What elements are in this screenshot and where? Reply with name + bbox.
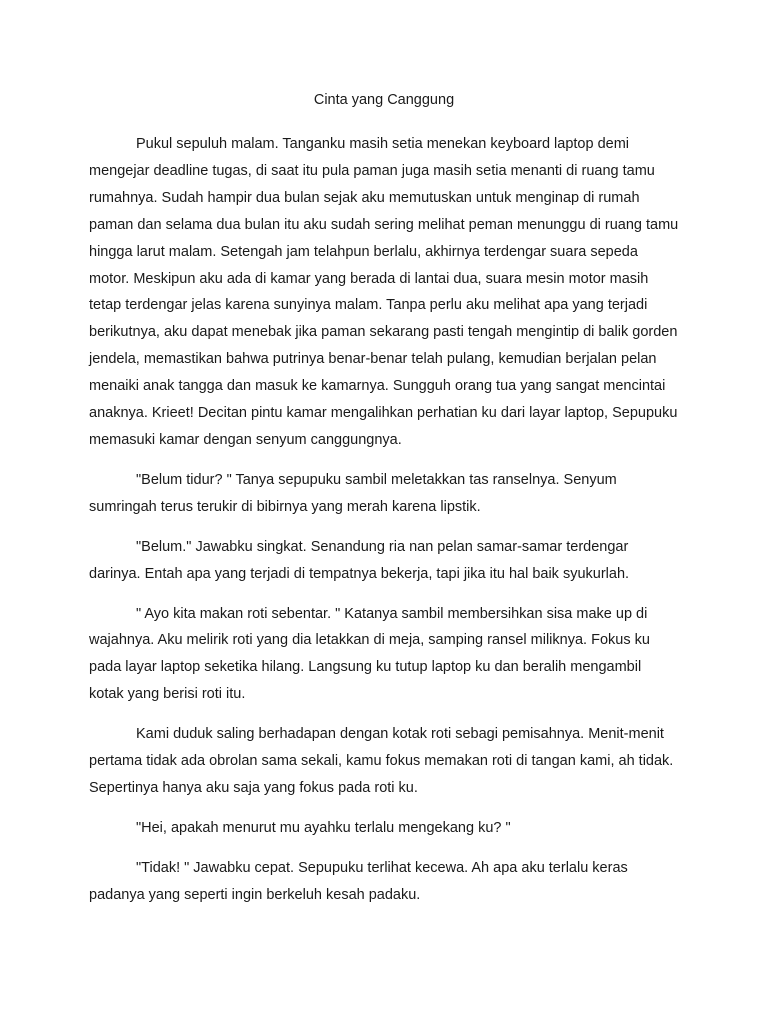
document-body [89,131,679,922]
document-title: Cinta yang Canggung [313,92,455,108]
paragraph: Kami duduk saling berhadapan dengan kotak roti sebagi pemisahnya. Menit-menit pertama tidak ada obrolan sama sekali, kamu fokus memakan roti di tangan kami, ah tidak. Sepertinya hanya aku saja yang fokus pada roti ku. [89,726,674,796]
paragraph: Pukul sepuluh malam. Tanganku masih setia menekan keyboard laptop demi mengejar deadline tugas, di saat itu pula paman juga masih setia menanti di ruang tamu rumahnya. Sudah hampir dua bulan sejak aku memutuskan untuk menginap di rumah paman dan selama dua bulan itu aku sudah sering melihat peman menunggu di ruang tamu hingga larut malam. Setengah jam telahpun berlalu, akhirnya terdengar suara sepeda motor. Meskipun aku ada di kamar yang berada di lantai dua, suara mesin motor masih tetap terdengar jelas karena sunyinya malam. Tanpa perlu aku melihat apa yang terjadi berikutnya, aku dapat menebak jika paman sekarang pasti tengah mengintip di balik gorden jendela, memastikan bahwa putrinya benar-benar telah pulang, kemudian berjalan pelan menaiki anak tangga dan masuk ke kamarnya. Sungguh orang tua yang sangat mencintai anaknya. Krieet! Decitan pintu kamar mengalihkan perhatian ku dari layar laptop, Sepupuku memasuki kamar dengan senyum canggungnya. [89,136,679,448]
paragraph: " Ayo kita makan roti sebentar. " Katanya sambil membersihkan sisa make up di wajahnya. Aku melirik roti yang dia letakkan di meja, samping ransel miliknya. Fokus ku pada layar laptop seketika hilang. Langsung ku tutup laptop ku dan beralih mengambil kotak yang berisi roti itu. [89,605,650,703]
paragraph: "Hei, apakah menurut mu ayahku terlalu mengekang ku? " [136,819,511,836]
paragraph: "Tidak! " Jawabku cepat. Sepupuku terlihat kecewa. Ah apa aku terlalu keras padanya yang seperti ingin berkeluh kesah padaku. [89,859,628,903]
paragraph: "Belum." Jawabku singkat. Senandung ria nan pelan samar-samar terdengar darinya. Entah apa yang terjadi di tempatnya bekerja, tapi jika itu hal baik syukurlah. [89,538,630,582]
paragraph: "Belum tidur? " Tanya sepupuku sambil meletakkan tas ranselnya. Senyum sumringah terus terukir di bibirnya yang merah karena lipstik. [89,471,617,515]
